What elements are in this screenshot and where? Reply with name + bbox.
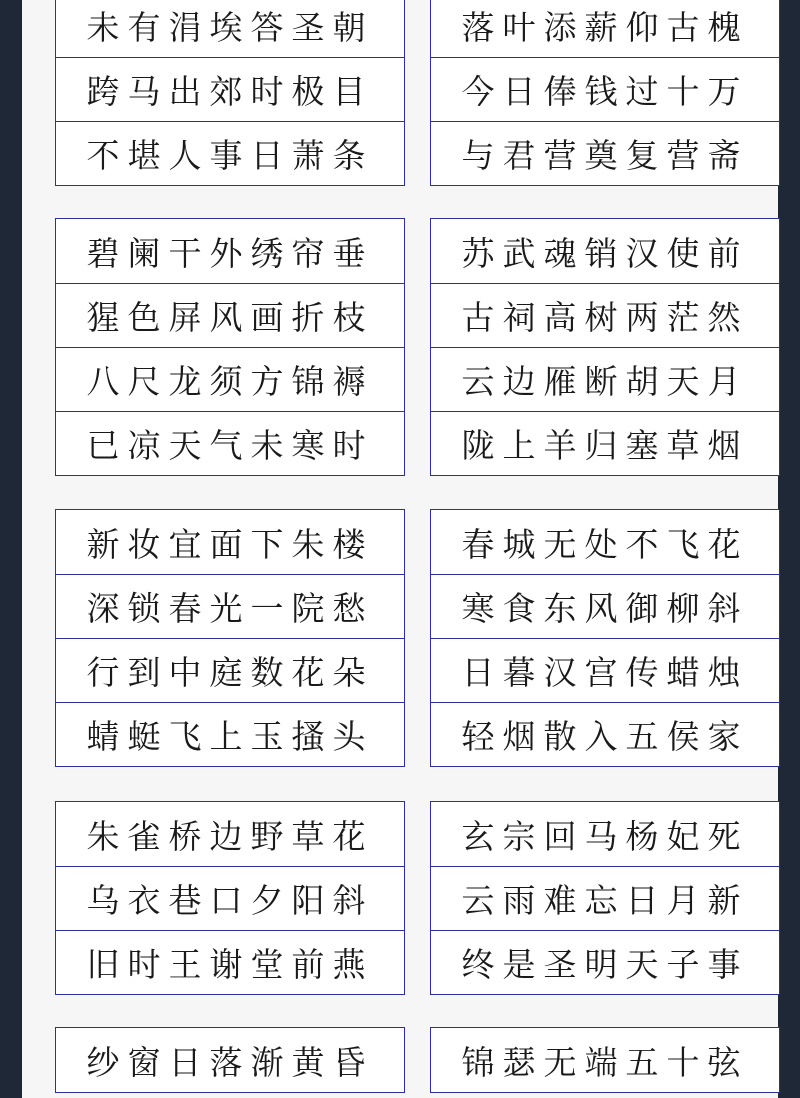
poem-line: 云边雁断胡天月 [431,347,779,411]
poem-line: 蜻蜓飞上玉搔头 [56,702,404,766]
poem-line: 落叶添薪仰古槐 [461,7,749,47]
poem-line: 乌衣巷口夕阳斜 [56,866,404,930]
poem-line: 深锁春光一院愁 [56,574,404,638]
poem-line: 碧阑干外绣帘垂 [86,233,374,273]
poem-line: 行到中庭数花朵 [56,638,404,702]
poem-line: 朱雀桥边野草花 [86,816,374,856]
poem-line: 纱窗日落渐黄昏 [86,1042,374,1082]
poem-line: 轻烟散入五侯家 [431,702,779,766]
poem-line: 今日俸钱过十万 [431,57,779,121]
poem-card-right-2 [430,218,780,476]
poem-line: 新妆宜面下朱楼 [86,524,374,564]
poem-line: 猩色屏风画折枝 [56,283,404,347]
poem-card-left-4 [55,801,405,995]
poem-card-right-5 [430,1027,780,1093]
poem-card-left-2 [55,218,405,476]
poem-line: 苏武魂销汉使前 [461,233,749,273]
poem-line: 终是圣明天子事 [431,930,779,994]
poem-line: 春城无处不飞花 [461,524,749,564]
poem-line: 陇上羊归塞草烟 [431,411,779,475]
poem-line: 已凉天气未寒时 [56,411,404,475]
poem-card-left-3 [55,509,405,767]
poem-line: 寒食东风御柳斜 [431,574,779,638]
poem-line: 玄宗回马杨妃死 [461,816,749,856]
poem-line: 云雨难忘日月新 [431,866,779,930]
poem-line: 古祠高树两茫然 [431,283,779,347]
poem-card-right-4 [430,801,780,995]
poem-line: 未有涓埃答圣朝 [86,7,374,47]
poem-line: 与君营奠复营斋 [431,121,779,185]
poem-line: 旧时王谢堂前燕 [56,930,404,994]
poem-line: 锦瑟无端五十弦 [461,1042,749,1082]
poem-card-left-5 [55,1027,405,1093]
poem-line: 跨马出郊时极目 [56,57,404,121]
practice-sheet [22,0,778,1098]
poem-card-right-1 [430,0,780,186]
poem-line: 不堪人事日萧条 [56,121,404,185]
poem-line: 八尺龙须方锦褥 [56,347,404,411]
poem-card-right-3 [430,509,780,767]
poem-card-left-1 [55,0,405,186]
poem-line: 日暮汉宫传蜡烛 [431,638,779,702]
